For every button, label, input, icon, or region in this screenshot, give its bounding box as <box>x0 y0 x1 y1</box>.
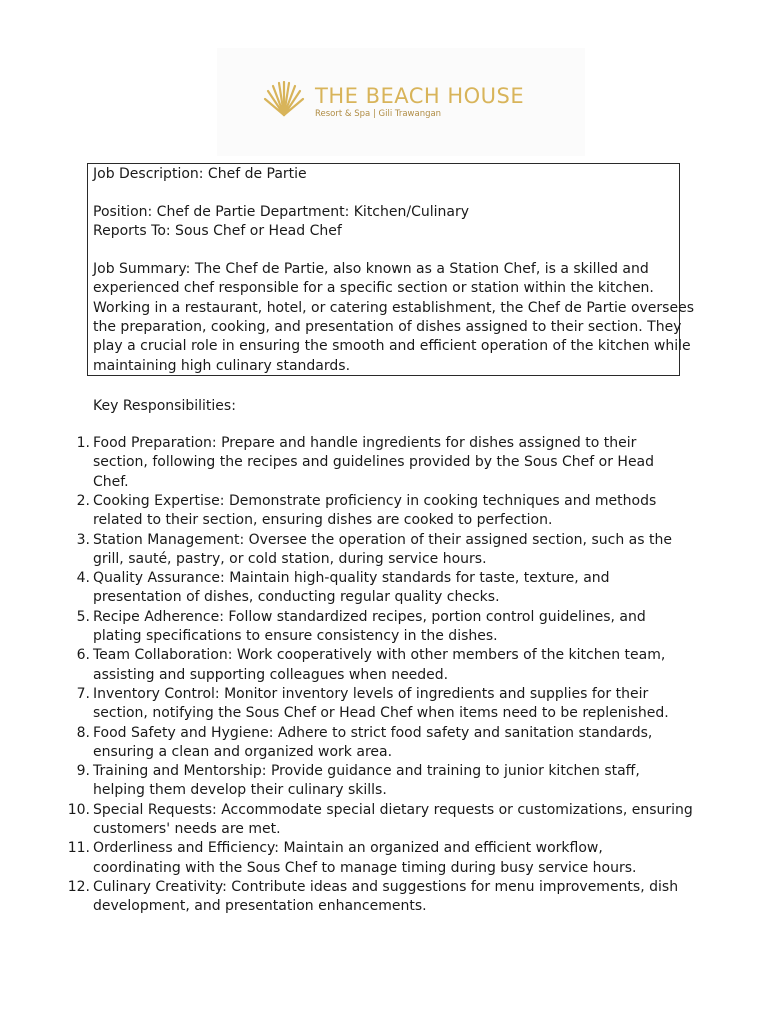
summary-line: maintaining high culinary standards. <box>93 357 351 374</box>
list-item-number: 6. <box>76 647 90 664</box>
list-item-number: 11. <box>67 840 90 857</box>
list-item: Recipe Adherence: Follow standardized recipes, portion control guidelines, and <box>93 608 646 625</box>
list-item: Chef. <box>93 473 129 490</box>
reports-to-line: Reports To: Sous Chef or Head Chef <box>93 223 342 239</box>
list-item-number: 1. <box>76 435 90 451</box>
list-item: section, following the recipes and guidelines provided by the Sous Chef or Head <box>93 454 655 471</box>
list-item: ensuring a clean and organized work area. <box>93 743 393 760</box>
summary-line: Job Summary: The Chef de Partie, also known as a Station Chef, is a skilled and <box>93 261 649 277</box>
list-item: related to their section, ensuring dishes are cooked to perfection. <box>93 512 553 529</box>
list-item: development, and presentation enhancements. <box>93 898 427 915</box>
list-item: grill, sauté, pastry, or cold station, during service hours. <box>93 550 487 567</box>
list-item: Food Safety and Hygiene: Adhere to strict food safety and sanitation standards, <box>93 724 653 741</box>
list-item-number: 12. <box>67 878 90 895</box>
position-line: Position: Chef de Partie Department: Kitchen/Culinary <box>93 204 469 220</box>
list-item: presentation of dishes, conducting regular quality checks. <box>93 589 500 606</box>
summary-line: experienced chef responsible for a specific section or station within the kitchen. <box>93 280 654 297</box>
list-item: Orderliness and Efficiency: Maintain an organized and efficient workflow, <box>93 840 603 857</box>
list-item: customers' needs are met. <box>93 821 281 837</box>
list-item: helping them develop their culinary skills. <box>93 782 387 799</box>
list-item-number: 7. <box>76 685 90 702</box>
logo-title: THE BEACH HOUSE <box>315 84 525 108</box>
summary-line: Working in a restaurant, hotel, or catering establishment, the Chef de Partie oversees <box>93 299 694 316</box>
shell-fan-icon <box>261 81 307 119</box>
list-item: Station Management: Oversee the operation of their assigned section, such as the <box>93 531 672 548</box>
list-item-number: 10. <box>67 801 90 818</box>
list-item: plating specifications to ensure consistency in the dishes. <box>93 628 498 644</box>
list-item-number: 8. <box>76 724 90 741</box>
list-item-number: 2. <box>76 492 90 509</box>
logo-subtitle: Resort & Spa | Gili Trawangan <box>315 109 442 119</box>
list-item-number: 9. <box>76 763 90 780</box>
key-responsibilities-heading: Key Responsibilities: <box>93 398 236 414</box>
list-item-number: 4. <box>76 570 90 587</box>
document-title: Job Description: Chef de Partie <box>93 166 307 182</box>
logo-banner <box>217 48 585 156</box>
list-item: Culinary Creativity: Contribute ideas and suggestions for menu improvements, dish <box>93 878 679 895</box>
list-item: section, notifying the Sous Chef or Head Chef when items need to be replenished. <box>93 705 669 722</box>
list-item: Team Collaboration: Work cooperatively with other members of the kitchen team, <box>93 647 666 664</box>
list-item: assisting and supporting colleagues when needed. <box>93 666 449 683</box>
list-item: Inventory Control: Monitor inventory levels of ingredients and supplies for their <box>93 685 649 702</box>
summary-line: play a crucial role in ensuring the smooth and efficient operation of the kitchen while <box>93 338 691 355</box>
list-item: Special Requests: Accommodate special dietary requests or customizations, ensuring <box>93 801 693 818</box>
list-item: Food Preparation: Prepare and handle ingredients for dishes assigned to their <box>93 435 637 451</box>
list-item-number: 3. <box>76 531 90 548</box>
list-item: Cooking Expertise: Demonstrate proficiency in cooking techniques and methods <box>93 492 657 509</box>
list-item: coordinating with the Sous Chef to manage timing during busy service hours. <box>93 859 637 876</box>
list-item-number: 5. <box>76 608 90 625</box>
list-item: Quality Assurance: Maintain high-quality standards for taste, texture, and <box>93 570 610 587</box>
list-item: Training and Mentorship: Provide guidance and training to junior kitchen staff, <box>93 763 640 780</box>
summary-line: the preparation, cooking, and presentation of dishes assigned to their section. They <box>93 318 682 335</box>
